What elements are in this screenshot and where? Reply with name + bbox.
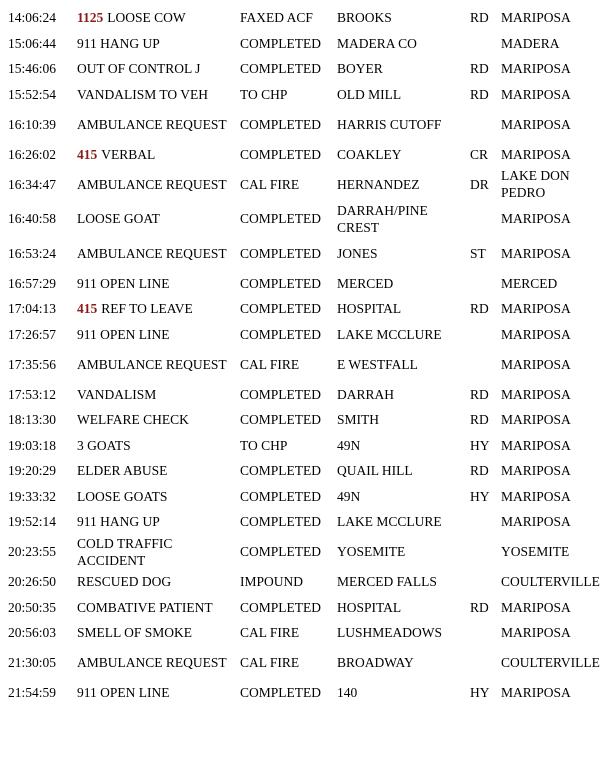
call-location: LAKE MCCLURE [337, 326, 442, 342]
log-row [5, 5, 611, 31]
call-location: LAKE MCCLURE [337, 514, 442, 530]
call-description: OUT OF CONTROL J [77, 61, 201, 77]
log-row [5, 646, 611, 681]
street-suffix: RD [470, 61, 489, 77]
log-row [5, 458, 611, 484]
call-type [74, 107, 237, 142]
call-description: WELFARE CHECK [77, 412, 189, 428]
street-suffix [467, 202, 498, 237]
call-location: YOSEMITE [337, 544, 406, 560]
call-type [74, 646, 237, 681]
log-row [5, 509, 611, 535]
call-time: 16:10:39 [8, 116, 57, 132]
call-description: 911 HANG UP [77, 35, 160, 51]
call-disposition: COMPLETED [240, 146, 321, 162]
call-location: MERCED [337, 275, 394, 291]
street-suffix: RD [470, 86, 489, 102]
call-disposition: COMPLETED [240, 211, 321, 227]
call-location: BOYER [337, 61, 383, 77]
call-description: 911 HANG UP [77, 514, 160, 530]
call-city: MARIPOSA [501, 386, 571, 402]
call-city: MADERA [501, 35, 560, 51]
call-time: 15:46:06 [8, 61, 57, 77]
call-description: RESCUED DOG [77, 574, 172, 590]
call-disposition: COMPLETED [240, 61, 321, 77]
call-description: VANDALISM [77, 386, 157, 402]
street-suffix [467, 646, 498, 681]
call-description: COLD TRAFFIC ACCIDENT [77, 535, 173, 568]
call-time: 15:06:44 [8, 35, 57, 51]
call-description: SMELL OF SMOKE [77, 625, 193, 641]
call-time: 17:53:12 [8, 386, 57, 402]
call-location: BROOKS [337, 10, 392, 26]
call-disposition: COMPLETED [240, 488, 321, 504]
log-row [5, 382, 611, 408]
call-log-body [5, 5, 611, 706]
call-location: LUSHMEADOWS [337, 625, 443, 641]
log-row [5, 107, 611, 142]
call-type [74, 620, 237, 646]
call-disposition: COMPLETED [240, 685, 321, 701]
penal-code: 415 [77, 146, 98, 162]
call-city: MARIPOSA [501, 245, 571, 261]
call-description: AMBULANCE REQUEST [77, 116, 227, 132]
call-disposition: COMPLETED [240, 116, 321, 132]
call-description: 3 GOATS [77, 437, 131, 453]
call-time: 19:03:18 [8, 437, 57, 453]
street-suffix: HY [470, 437, 490, 453]
call-description: LOOSE COW [107, 10, 186, 26]
call-location: OLD MILL [337, 86, 402, 102]
street-suffix [467, 322, 498, 348]
log-row [5, 56, 611, 82]
call-disposition: CAL FIRE [240, 356, 300, 372]
call-location: HARRIS CUTOFF [337, 116, 442, 132]
call-city: MARIPOSA [501, 211, 571, 227]
log-row [5, 535, 611, 570]
call-disposition: COMPLETED [240, 463, 321, 479]
call-description: 911 OPEN LINE [77, 326, 170, 342]
call-location: SMITH [337, 412, 380, 428]
call-location: 49N [337, 437, 361, 453]
street-suffix: RD [470, 10, 489, 26]
call-time: 20:26:50 [8, 574, 57, 590]
call-city: MARIPOSA [501, 146, 571, 162]
log-row [5, 271, 611, 297]
call-description: VANDALISM TO VEH [77, 86, 209, 102]
call-description: COMBATIVE PATIENT [77, 599, 213, 615]
call-time: 17:26:57 [8, 326, 57, 342]
call-type [74, 5, 237, 31]
call-disposition: CAL FIRE [240, 655, 300, 671]
street-suffix: HY [470, 488, 490, 504]
penal-code: 415 [77, 301, 98, 317]
call-time: 16:26:02 [8, 146, 57, 162]
call-type [74, 202, 237, 237]
log-row [5, 322, 611, 348]
call-disposition: COMPLETED [240, 412, 321, 428]
call-time: 17:04:13 [8, 301, 57, 317]
call-description: REF TO LEAVE [101, 301, 193, 317]
call-time: 16:40:58 [8, 211, 57, 227]
call-disposition: TO CHP [240, 86, 288, 102]
log-row [5, 167, 611, 202]
street-suffix [467, 31, 498, 57]
call-city: MARIPOSA [501, 599, 571, 615]
call-location: DARRAH/PINE CREST [337, 202, 428, 235]
call-city: MARIPOSA [501, 625, 571, 641]
call-city: MARIPOSA [501, 61, 571, 77]
street-suffix: RD [470, 412, 489, 428]
log-row [5, 680, 611, 706]
call-city: MARIPOSA [501, 86, 571, 102]
call-description: ELDER ABUSE [77, 463, 168, 479]
call-location: COAKLEY [337, 146, 402, 162]
call-type [74, 347, 237, 382]
call-time: 21:54:59 [8, 685, 57, 701]
call-city: MARIPOSA [501, 463, 571, 479]
call-description: VERBAL [101, 146, 156, 162]
log-row [5, 620, 611, 646]
log-row [5, 82, 611, 108]
call-time: 20:56:03 [8, 625, 57, 641]
call-time: 18:13:30 [8, 412, 57, 428]
call-time: 16:34:47 [8, 176, 57, 192]
log-row [5, 142, 611, 168]
call-type [74, 31, 237, 57]
call-city: MARIPOSA [501, 301, 571, 317]
call-type [74, 569, 237, 595]
log-row [5, 347, 611, 382]
street-suffix [467, 107, 498, 142]
call-type [74, 236, 237, 271]
street-suffix [467, 535, 498, 570]
call-description: AMBULANCE REQUEST [77, 356, 227, 372]
call-description: LOOSE GOATS [77, 488, 168, 504]
call-time: 21:30:05 [8, 655, 57, 671]
street-suffix: RD [470, 386, 489, 402]
log-row [5, 569, 611, 595]
call-type [74, 296, 237, 322]
log-row [5, 296, 611, 322]
call-city: MARIPOSA [501, 685, 571, 701]
log-row [5, 31, 611, 57]
call-disposition: COMPLETED [240, 599, 321, 615]
call-location: HOSPITAL [337, 599, 402, 615]
log-row [5, 433, 611, 459]
log-row [5, 236, 611, 271]
call-type [74, 82, 237, 108]
call-type [74, 484, 237, 510]
call-location: MADERA CO [337, 35, 417, 51]
street-suffix [467, 271, 498, 297]
call-description: AMBULANCE REQUEST [77, 655, 227, 671]
street-suffix [467, 347, 498, 382]
call-disposition: COMPLETED [240, 386, 321, 402]
call-disposition: COMPLETED [240, 275, 321, 291]
call-type [74, 535, 237, 570]
call-description: 911 OPEN LINE [77, 275, 170, 291]
call-city: MARIPOSA [501, 488, 571, 504]
call-disposition: CAL FIRE [240, 176, 300, 192]
call-city: MARIPOSA [501, 116, 571, 132]
call-location: HOSPITAL [337, 301, 402, 317]
penal-code: 1125 [77, 10, 104, 26]
call-type [74, 167, 237, 202]
call-time: 15:52:54 [8, 86, 57, 102]
call-disposition: COMPLETED [240, 544, 321, 560]
log-row [5, 202, 611, 237]
call-type [74, 407, 237, 433]
call-location: E WESTFALL [337, 356, 418, 372]
call-time: 20:50:35 [8, 599, 57, 615]
street-suffix [467, 569, 498, 595]
call-log-table [5, 5, 611, 706]
call-location: 49N [337, 488, 361, 504]
call-type [74, 595, 237, 621]
call-disposition: COMPLETED [240, 245, 321, 261]
call-city: MARIPOSA [501, 437, 571, 453]
log-row [5, 595, 611, 621]
call-disposition: COMPLETED [240, 35, 321, 51]
call-type [74, 680, 237, 706]
call-description: LOOSE GOAT [77, 211, 160, 227]
street-suffix: RD [470, 463, 489, 479]
call-type [74, 382, 237, 408]
call-city: MARIPOSA [501, 356, 571, 372]
call-disposition: FAXED ACF [240, 10, 313, 26]
call-time: 17:35:56 [8, 356, 57, 372]
call-description: 911 OPEN LINE [77, 685, 170, 701]
call-city: MERCED [501, 275, 558, 291]
street-suffix [467, 509, 498, 535]
call-type [74, 142, 237, 168]
call-time: 19:20:29 [8, 463, 57, 479]
call-time: 14:06:24 [8, 10, 57, 26]
call-type [74, 322, 237, 348]
call-disposition: COMPLETED [240, 301, 321, 317]
call-type [74, 56, 237, 82]
call-city: MARIPOSA [501, 326, 571, 342]
log-row [5, 407, 611, 433]
call-location: DARRAH [337, 386, 395, 402]
call-location: 140 [337, 685, 358, 701]
street-suffix: DR [470, 176, 489, 192]
call-disposition: CAL FIRE [240, 625, 300, 641]
call-location: JONES [337, 245, 378, 261]
call-disposition: IMPOUND [240, 574, 304, 590]
call-time: 16:53:24 [8, 245, 57, 261]
call-location: BROADWAY [337, 655, 414, 671]
call-city: MARIPOSA [501, 514, 571, 530]
call-city: MARIPOSA [501, 10, 571, 26]
call-disposition: COMPLETED [240, 326, 321, 342]
street-suffix: HY [470, 685, 490, 701]
call-description: AMBULANCE REQUEST [77, 245, 227, 261]
call-type [74, 509, 237, 535]
call-location: QUAIL HILL [337, 463, 413, 479]
call-type [74, 433, 237, 459]
call-disposition: TO CHP [240, 437, 288, 453]
call-location: HERNANDEZ [337, 176, 420, 192]
call-time: 20:23:55 [8, 544, 57, 560]
street-suffix: RD [470, 599, 489, 615]
call-disposition: COMPLETED [240, 514, 321, 530]
call-city: COULTERVILLE [501, 655, 600, 671]
street-suffix [467, 620, 498, 646]
call-type [74, 271, 237, 297]
call-type [74, 458, 237, 484]
street-suffix: CR [470, 146, 489, 162]
call-city: YOSEMITE [501, 544, 570, 560]
street-suffix: ST [470, 245, 486, 261]
call-time: 16:57:29 [8, 275, 57, 291]
call-city: MARIPOSA [501, 412, 571, 428]
call-time: 19:52:14 [8, 514, 57, 530]
call-city: LAKE DON PEDRO [501, 168, 570, 201]
log-row [5, 484, 611, 510]
call-city: COULTERVILLE [501, 574, 600, 590]
call-description: AMBULANCE REQUEST [77, 176, 227, 192]
call-time: 19:33:32 [8, 488, 57, 504]
call-location: MERCED FALLS [337, 574, 437, 590]
street-suffix: RD [470, 301, 489, 317]
